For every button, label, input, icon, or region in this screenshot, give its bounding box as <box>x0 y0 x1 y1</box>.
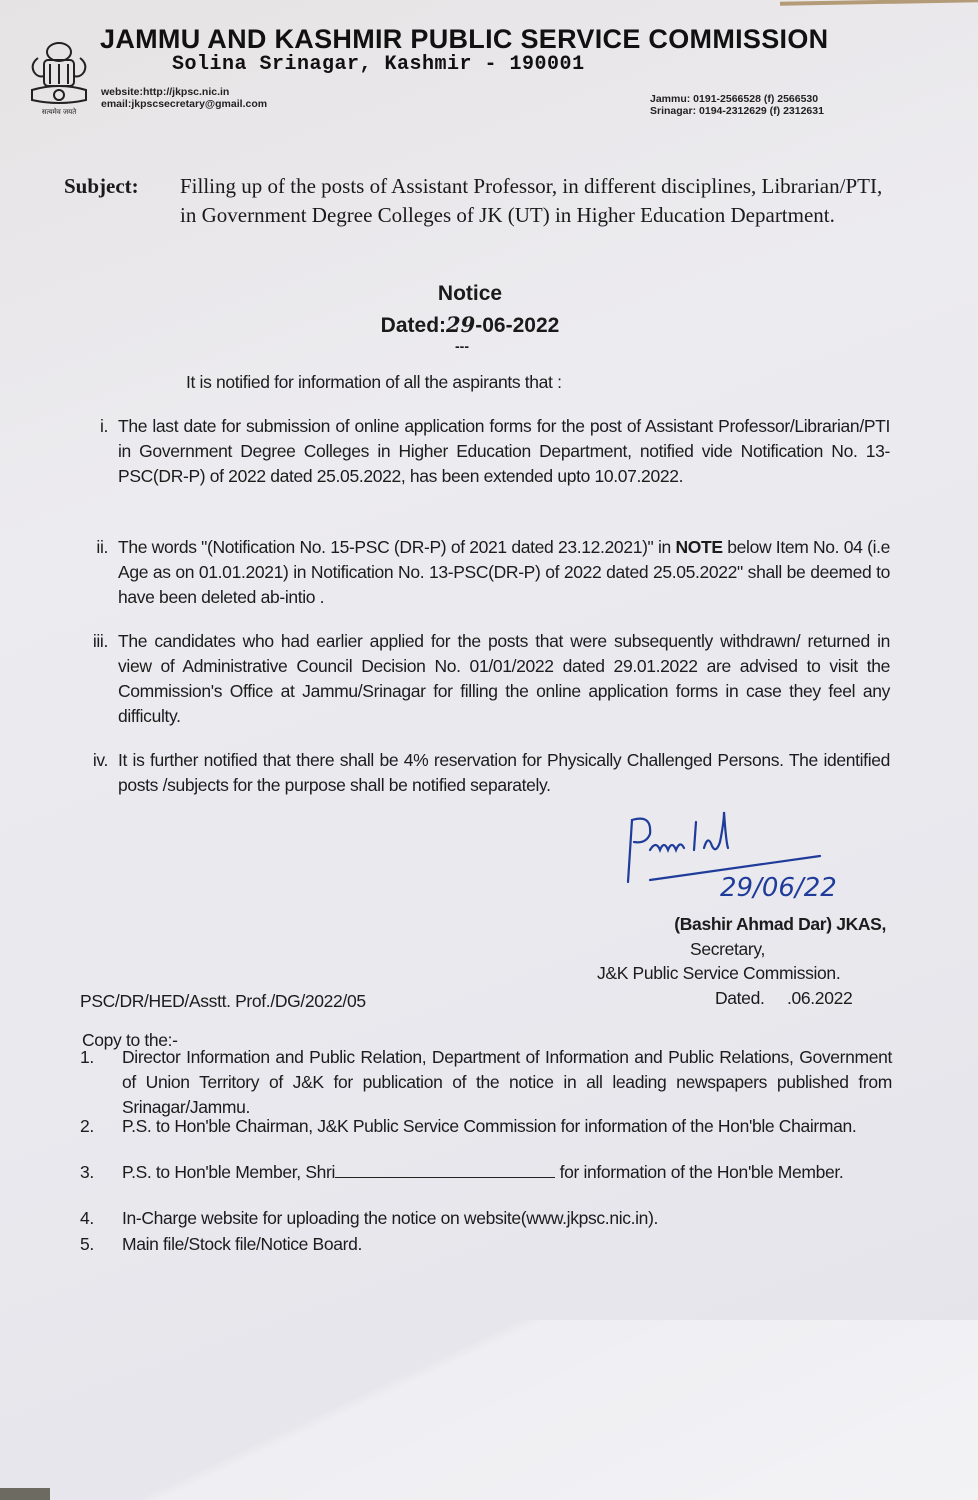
item-text: The candidates who had earlier applied for the posts that were subsequently withdrawn/ returned in view of Administrative Council Decision No. 01/01/2022 dated 29.01.2022 are advised to visit the Commission's Office at Jammu/Srinagar for filling the online application forms in case they feel any difficulty. <box>118 631 890 726</box>
item-number: iii. <box>92 631 108 651</box>
national-emblem-icon <box>24 38 94 118</box>
handwritten-signature <box>620 810 890 900</box>
background-edge <box>780 0 978 6</box>
item-text <box>122 1160 892 1185</box>
copy-to-heading: Copy to the:- <box>82 1030 178 1050</box>
subject-label: Subject: <box>64 174 139 198</box>
item-text-bold: NOTE <box>675 537 723 557</box>
blank-fill-line <box>335 1163 555 1178</box>
letterhead-email: email:jkpscsecretary@gmail.com <box>101 98 268 110</box>
subject-text: Filling up of the posts of Assistant Professor, in different disciplines, Librarian/PTI, in Government Degree Colleges of JK (UT) in Higher Education Department. <box>180 174 883 227</box>
reference-number: PSC/DR/HED/Asstt. Prof./DG/2022/05 <box>80 991 366 1011</box>
item-text: Main file/Stock file/Notice Board. <box>122 1234 363 1254</box>
separator: --- <box>455 338 469 354</box>
item-text: In-Charge website for uploading the notice on website(www.jkpsc.nic.in). <box>122 1208 659 1228</box>
item-number: iv. <box>92 750 108 770</box>
item-text: It is further notified that there shall be 4% reservation for Physically Challenged Persons. The identified posts /subjects for the purpose shall be notified separately. <box>118 750 890 795</box>
notice-title: Notice <box>437 282 503 305</box>
item-number: i. <box>99 416 108 436</box>
item-text <box>118 535 890 610</box>
letterhead-address: Solina Srinagar, Kashmir - 190001 <box>172 53 585 76</box>
notice-date <box>0 312 940 338</box>
item-number: 5. <box>80 1234 94 1254</box>
item-text: The last date for submission of online application forms for the post of Assistant Professor/Librarian/PTI in Government Degree Colleges in Higher Education Department, notified vide Notification No. 13-PSC(DR-P) of 2022 dated 25.05.2022, has been extended upto 10.07.2022. <box>118 416 890 486</box>
svg-text:सत्यमेव जयते: सत्यमेव जयते <box>41 108 77 116</box>
background-corner <box>0 1488 50 1500</box>
signatory-name <box>590 912 886 937</box>
item-text-part: below Item No. 04 (i.e Age as on 01.01.2021) in Notification No. 13-PSC(DR-P) of 2022 dated 25.05.2022" shall be deemed to have been deleted ab-intio . <box>118 537 890 607</box>
item-number: 2. <box>80 1116 94 1136</box>
item-text-part: The words "(Notification No. 15-PSC (DR-P) of 2021 dated 23.12.2021)" in <box>118 537 676 557</box>
item-number: ii. <box>96 537 108 557</box>
notice-date-rest: -06-2022 <box>475 314 560 337</box>
item-text: P.S. to Hon'ble Chairman, J&K Public Service Commission for information of the Hon'ble Chairman. <box>122 1116 857 1136</box>
letterhead-phone-srinagar: Srinagar: 0194-2312629 (f) 2312631 <box>650 105 824 117</box>
letterhead-title: JAMMU AND KASHMIR PUBLIC SERVICE COMMISSION <box>100 24 829 54</box>
signatory-organization: J&K Public Service Commission. <box>597 963 841 983</box>
item-text-part: for information of the Hon'ble Member. <box>555 1162 844 1182</box>
item-number: 3. <box>80 1162 94 1182</box>
item-text: Director Information and Public Relation, Department of Information and Public Relations, Government of Union Territory of J&K for publication of the notice in all leading newspapers published from Srinagar/Jammu. <box>122 1047 892 1117</box>
item-text-part: P.S. to Hon'ble Member, Shri <box>122 1162 336 1182</box>
letterhead-phone-jammu: Jammu: 0191-2566528 (f) 2566530 <box>650 93 819 105</box>
paper-fold-shadow <box>0 1320 978 1500</box>
svg-text:29/06/22: 29/06/22 <box>720 873 837 900</box>
signatory-dated: Dated. .06.2022 <box>715 988 853 1008</box>
signatory-designation: Secretary, <box>690 939 765 959</box>
signatory-name-text: (Bashir Ahmad Dar) JKAS, <box>674 914 886 934</box>
item-number: 4. <box>80 1208 94 1228</box>
notice-date-label: Dated: <box>380 314 447 337</box>
intro-text: It is notified for information of all the aspirants that : <box>186 372 562 392</box>
item-number: 1. <box>80 1047 94 1067</box>
handwritten-day: 29 <box>446 312 476 337</box>
letterhead-website: website:http://jkpsc.nic.in <box>101 86 230 98</box>
